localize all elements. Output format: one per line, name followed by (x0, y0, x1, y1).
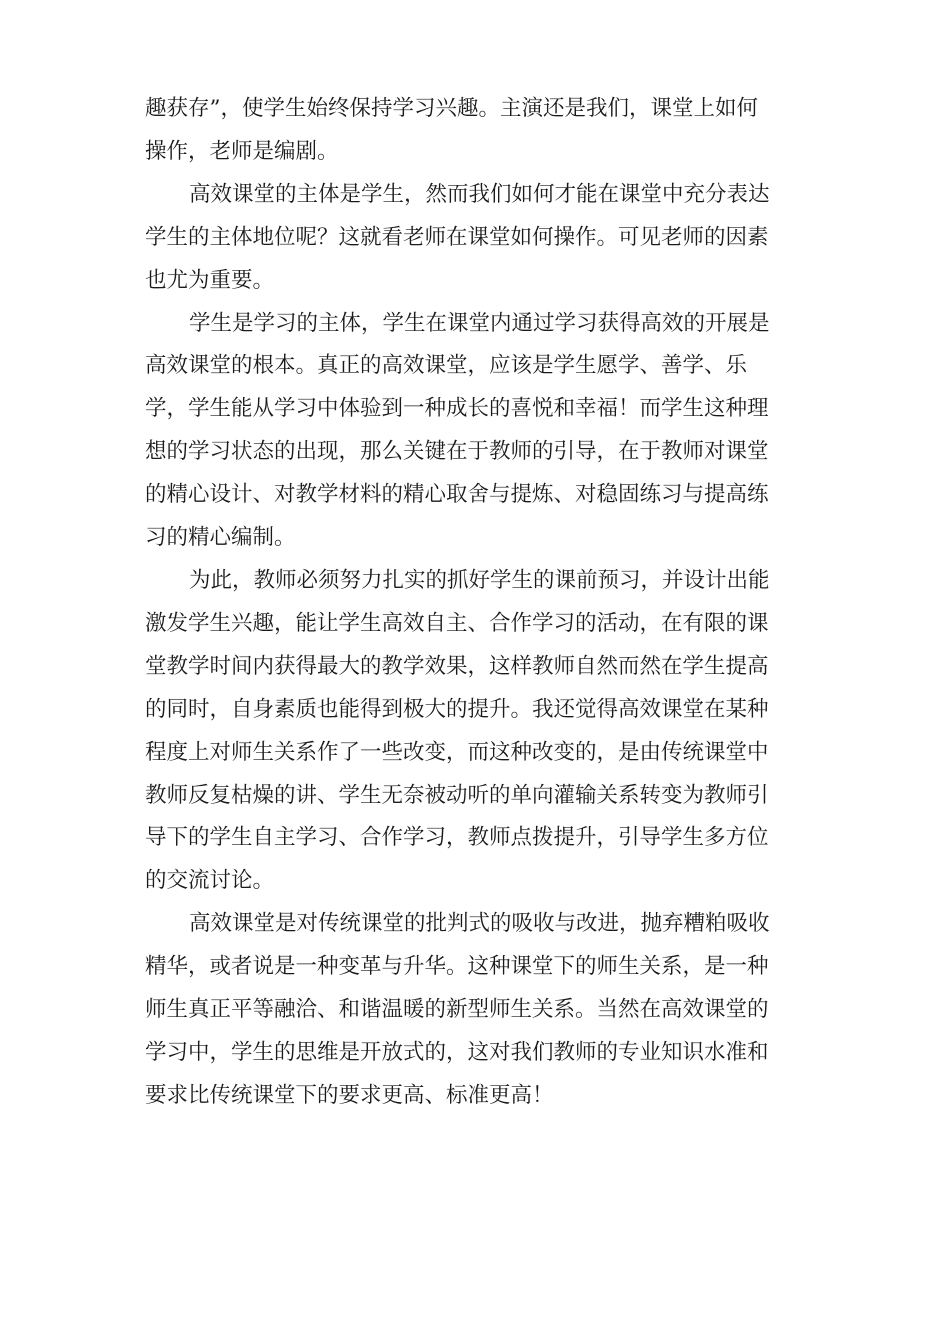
text-line: 趣获存”，使学生始终保持学习兴趣。主演还是我们，课堂上如何 (145, 96, 758, 121)
body-text (145, 88, 805, 1118)
text-line: 要求比传统课堂下的要求更高、标准更高！ (145, 1082, 554, 1108)
text-line: 学生的主体地位呢？这就看老师在课堂如何操作。可见老师的因素 (145, 224, 769, 250)
paragraph-5 (145, 903, 805, 1118)
text-line: 习的精心编制。 (145, 525, 296, 551)
text-line: 高效课堂是对传统课堂的批判式的吸收与改进，抛弃糟粕吸收 (189, 911, 770, 937)
text-line: 学生是学习的主体，学生在课堂内通过学习获得高效的开展是 (189, 310, 770, 336)
text-line: 的同时，自身素质也能得到极大的提升。我还觉得高效课堂在某种 (145, 696, 769, 722)
text-line: 高效课堂的主体是学生，然而我们如何才能在课堂中充分表达 (189, 181, 770, 207)
text-line: 学习中，学生的思维是开放式的，这对我们教师的专业知识水准和 (145, 1039, 769, 1065)
text-line: 师生真正平等融洽、和谐温暖的新型师生关系。当然在高效课堂的 (145, 997, 769, 1023)
paragraph-2 (145, 174, 805, 303)
text-line: 也尤为重要。 (145, 267, 275, 293)
text-line: 学，学生能从学习中体验到一种成长的喜悦和幸福！而学生这种理 (145, 396, 769, 422)
paragraph-3 (145, 303, 805, 560)
text-line: 的精心设计、对教学材料的精心取舍与提炼、对稳固练习与提高练 (145, 482, 769, 508)
paragraph-4 (145, 560, 805, 903)
text-line: 精华，或者说是一种变革与升华。这种课堂下的师生关系，是一种 (145, 954, 769, 980)
text-line: 激发学生兴趣，能让学生高效自主、合作学习的活动，在有限的课 (145, 610, 769, 636)
text-line: 想的学习状态的出现，那么关键在于教师的引导，在于教师对课堂 (145, 439, 769, 465)
text-line: 操作，老师是编剧。 (145, 138, 339, 164)
text-line: 教师反复枯燥的讲、学生无奈被动听的单向灌输关系转变为教师引 (145, 782, 769, 808)
paragraph-1 (145, 88, 805, 174)
text-line: 高效课堂的根本。真正的高效课堂，应该是学生愿学、善学、乐 (145, 353, 748, 379)
text-line: 程度上对师生关系作了一些改变，而这种改变的，是由传统课堂中 (145, 739, 769, 765)
text-line: 导下的学生自主学习、合作学习，教师点拨提升，引导学生多方位 (145, 825, 769, 851)
text-line: 堂教学时间内获得最大的教学效果，这样教师自然而然在学生提高 (145, 653, 769, 679)
text-line: 的交流讨论。 (145, 868, 275, 894)
text-line: 为此，教师必须努力扎实的抓好学生的课前预习，并设计出能 (189, 567, 770, 593)
